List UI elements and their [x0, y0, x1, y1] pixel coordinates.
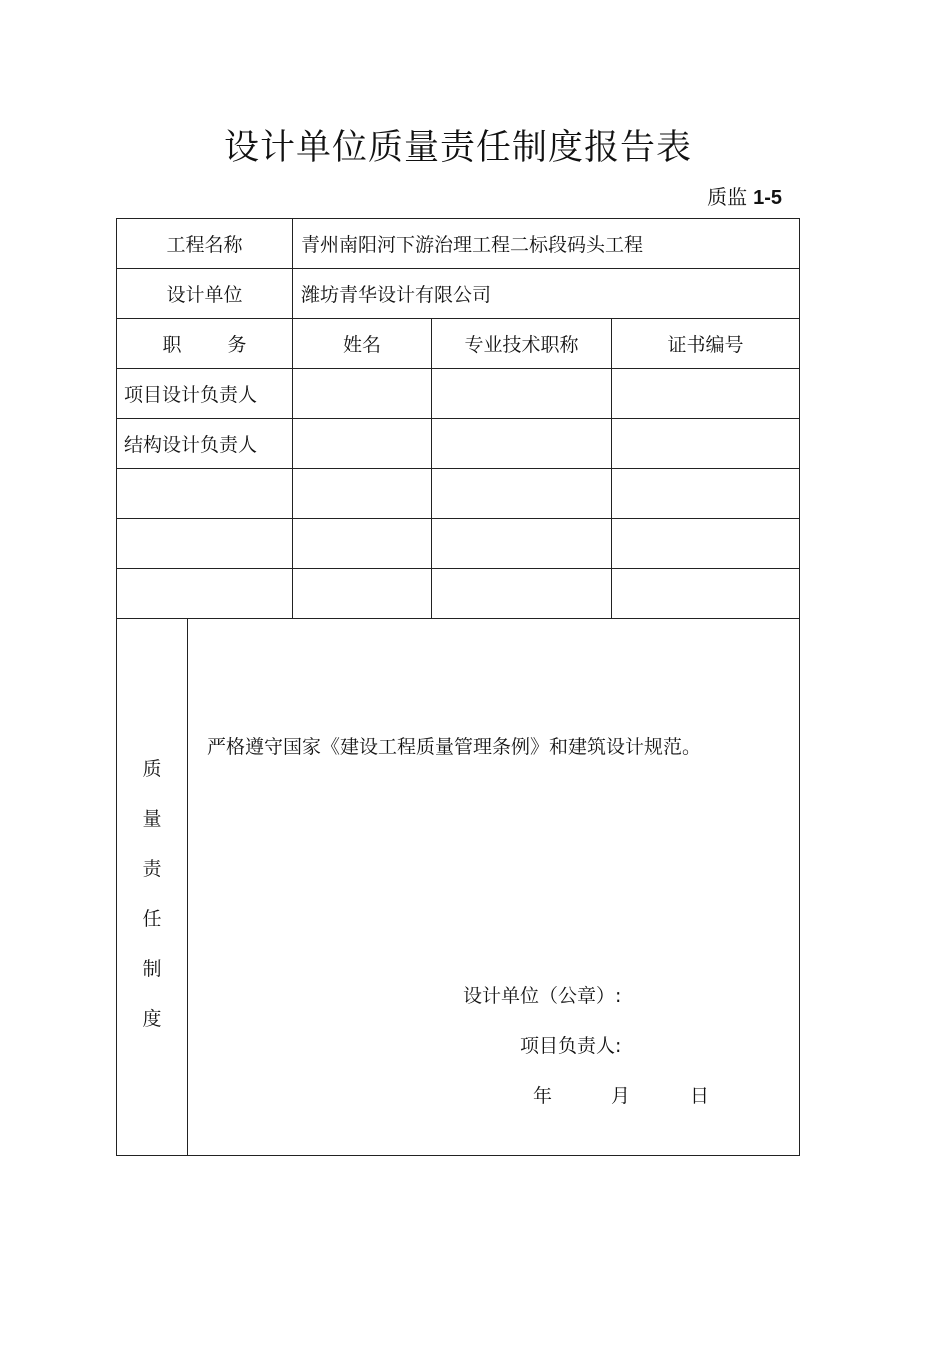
duty-label-char: 制 [142, 958, 162, 980]
duty-label-char: 度 [142, 1008, 162, 1030]
duty-label-char: 责 [142, 858, 162, 880]
quality-duty-cell [117, 619, 800, 1156]
name-cell[interactable] [293, 369, 432, 419]
report-table [116, 218, 800, 1156]
quality-duty-label [117, 619, 188, 1155]
quality-duty-row [117, 619, 800, 1156]
certificate-cell[interactable] [612, 469, 800, 519]
certificate-cell[interactable] [612, 519, 800, 569]
duty-label-char: 量 [142, 808, 162, 830]
position-cell[interactable] [117, 569, 293, 619]
form-code-number: 1-5 [753, 187, 782, 209]
position-cell[interactable] [117, 469, 293, 519]
date-month-label: 月 [611, 1085, 631, 1107]
name-cell[interactable] [293, 469, 432, 519]
column-header-row [117, 319, 800, 369]
position-cell[interactable] [117, 519, 293, 569]
table-row [117, 419, 800, 469]
project-name-label: 工程名称 [117, 219, 293, 269]
certificate-cell[interactable] [612, 369, 800, 419]
date-day-label: 日 [690, 1085, 710, 1107]
certificate-cell[interactable] [612, 419, 800, 469]
position-header [117, 319, 293, 369]
design-unit-row [117, 269, 800, 319]
project-name-row [117, 219, 800, 269]
design-unit-label: 设计单位 [117, 269, 293, 319]
quality-duty-statement: 严格遵守国家《建设工程质量管理条例》和建筑设计规范。 [207, 736, 702, 758]
position-header-char-2: 务 [227, 334, 247, 356]
name-cell[interactable] [293, 419, 432, 469]
title-header: 专业技术职称 [432, 319, 612, 369]
duty-label-char: 质 [142, 758, 162, 780]
signature-person-label: 项目负责人: [520, 1035, 622, 1057]
table-row [117, 469, 800, 519]
form-code-label: 质监 [707, 185, 748, 209]
page-title: 设计单位质量责任制度报告表 [223, 128, 692, 168]
title-cell[interactable] [432, 369, 612, 419]
position-cell: 项目设计负责人 [117, 369, 293, 419]
title-cell[interactable] [432, 569, 612, 619]
table-row [117, 569, 800, 619]
project-name-value[interactable]: 青州南阳河下游治理工程二标段码头工程 [293, 219, 800, 269]
name-header: 姓名 [293, 319, 432, 369]
duty-label-char: 任 [142, 908, 162, 930]
certificate-header: 证书编号 [612, 319, 800, 369]
table-row [117, 369, 800, 419]
form-code [707, 181, 782, 210]
design-unit-value[interactable]: 潍坊青华设计有限公司 [293, 269, 800, 319]
name-cell[interactable] [293, 569, 432, 619]
title-cell[interactable] [432, 469, 612, 519]
position-header-char-1: 职 [162, 334, 182, 356]
signature-unit-label: 设计单位（公章）: [463, 985, 622, 1007]
table-row [117, 519, 800, 569]
title-cell[interactable] [432, 519, 612, 569]
date-year-label: 年 [533, 1085, 553, 1107]
position-cell: 结构设计负责人 [117, 419, 293, 469]
name-cell[interactable] [293, 519, 432, 569]
certificate-cell[interactable] [612, 569, 800, 619]
title-cell[interactable] [432, 419, 612, 469]
